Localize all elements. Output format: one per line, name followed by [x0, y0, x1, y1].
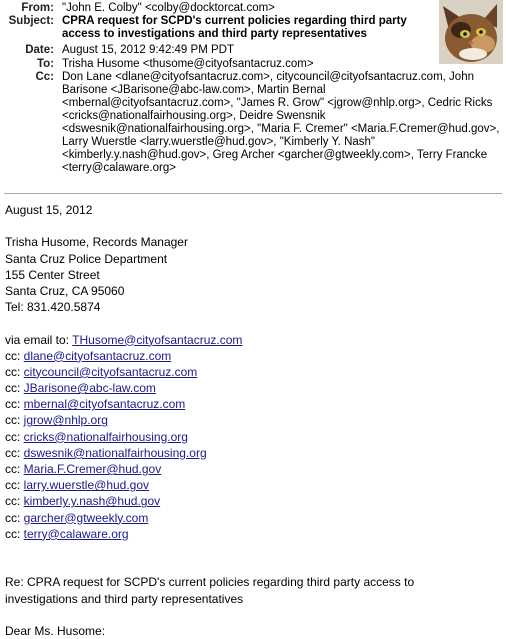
recipient-line: Santa Cruz, CA 95060	[5, 283, 125, 298]
cc-email-link[interactable]: citycouncil@cityofsantacruz.com	[23, 364, 198, 379]
sender-avatar	[439, 0, 503, 64]
cc-line	[5, 364, 501, 380]
from-value[interactable]: "John E. Colby" <colby@docktorcat.com>	[62, 2, 275, 14]
salutation: Dear Ms. Husome:	[5, 623, 106, 638]
cc-prefix: cc:	[5, 397, 24, 412]
cc-prefix: cc:	[5, 526, 24, 541]
cc-prefix: cc:	[5, 429, 24, 444]
date-label: Date:	[25, 44, 54, 56]
date-row	[0, 44, 440, 57]
cc-email-link[interactable]: JBarisone@abc-law.com	[23, 381, 156, 396]
cc-email-link[interactable]: larry.wuerstle@hud.gov	[23, 478, 150, 493]
cc-email-link[interactable]: Maria.F.Cremer@hud.gov	[23, 462, 162, 476]
cc-line	[5, 412, 501, 428]
email-header	[0, 0, 506, 192]
via-email-line	[5, 332, 501, 348]
cc-line	[5, 445, 501, 461]
cc-email-link[interactable]: dswesnik@nationalfairhousing.org	[23, 445, 207, 460]
cc-email-link[interactable]: jgrow@nhlp.org	[23, 413, 108, 428]
recipient-line: Tel: 831.420.5874	[5, 300, 101, 315]
cc-prefix: cc:	[5, 494, 24, 509]
recipient-line: 155 Center Street	[5, 267, 100, 282]
header-divider	[4, 193, 502, 194]
subject-value: CPRA request for SCPD's current policies regarding third party access to investigations and third party representatives	[62, 15, 407, 40]
cc-email-link[interactable]: cricks@nationalfairhousing.org	[23, 429, 188, 444]
subject-row	[0, 15, 440, 43]
cc-email-link[interactable]: garcher@gtweekly.com	[23, 510, 149, 525]
cc-line	[5, 348, 501, 364]
cc-email-link[interactable]: mbernal@cityofsantacruz.com	[23, 397, 186, 412]
cc-prefix: cc:	[5, 445, 24, 460]
cc-line	[5, 477, 501, 493]
cc-prefix: cc:	[5, 364, 24, 379]
cc-prefix: cc:	[5, 462, 24, 476]
cat-photo-icon	[439, 0, 503, 64]
to-row	[0, 58, 440, 71]
cc-line	[5, 461, 501, 477]
cc-label: Cc:	[35, 71, 54, 83]
cc-prefix: cc:	[5, 510, 24, 525]
cc-line	[5, 526, 501, 542]
from-label: From:	[21, 2, 54, 14]
from-row	[0, 2, 440, 15]
cc-prefix: cc:	[5, 348, 24, 363]
cc-row	[0, 71, 506, 189]
via-email-link[interactable]: THusome@cityofsantacruz.com	[72, 332, 243, 347]
cc-value[interactable]: Don Lane <dlane@cityofsantacruz.com>, citycouncil@cityofsantacruz.com, John Barisone <JBarisone@abc-law.com>, Martin Bernal <mbernal@cityofsantacruz.com>, "James R. Grow" <jgrow@nhlp.org>, Cedric Ricks <cricks@nationalfairhousing.org>, Deidre Swensnik <dswesnik@nationalfairhousing.org>, "Maria F. Cremer" <Maria.F.Cremer@hud.gov>, Larry Wuerstle <larry.wuerstle@hud.gov>, "Kimberly Y. Nash" <kimberly.y.nash@hud.gov>, Greg Archer <garcher@gtweekly.com>, Terry Francke <terry@calaware.org>	[62, 71, 500, 174]
cc-prefix: cc:	[5, 478, 24, 493]
cc-email-link[interactable]: dlane@cityofsantacruz.com	[23, 348, 172, 363]
cc-line	[5, 493, 501, 509]
cc-prefix: cc:	[5, 381, 24, 396]
cc-line	[5, 510, 501, 526]
cc-email-link[interactable]: terry@calaware.org	[23, 526, 129, 541]
via-prefix: via email to:	[5, 332, 73, 347]
letter-date: August 15, 2012	[5, 203, 93, 217]
recipient-line: Santa Cruz Police Department	[5, 251, 168, 266]
to-label: To:	[36, 58, 54, 70]
cc-email-link[interactable]: kimberly.y.nash@hud.gov	[23, 494, 161, 509]
cc-line	[5, 429, 501, 445]
cc-line	[5, 380, 501, 396]
subject-label: Subject:	[8, 15, 54, 27]
cc-prefix: cc:	[5, 413, 24, 428]
cc-line	[5, 396, 501, 412]
re-line: Re: CPRA request for SCPD's current policies regarding third party access to investigations and third party representatives	[5, 575, 415, 606]
date-value: August 15, 2012 9:42:49 PM PDT	[62, 44, 234, 56]
recipient-line: Trisha Husome, Records Manager	[5, 235, 188, 250]
email-body	[5, 202, 501, 639]
to-value[interactable]: Trisha Husome <thusome@cityofsantacruz.com>	[62, 58, 314, 70]
